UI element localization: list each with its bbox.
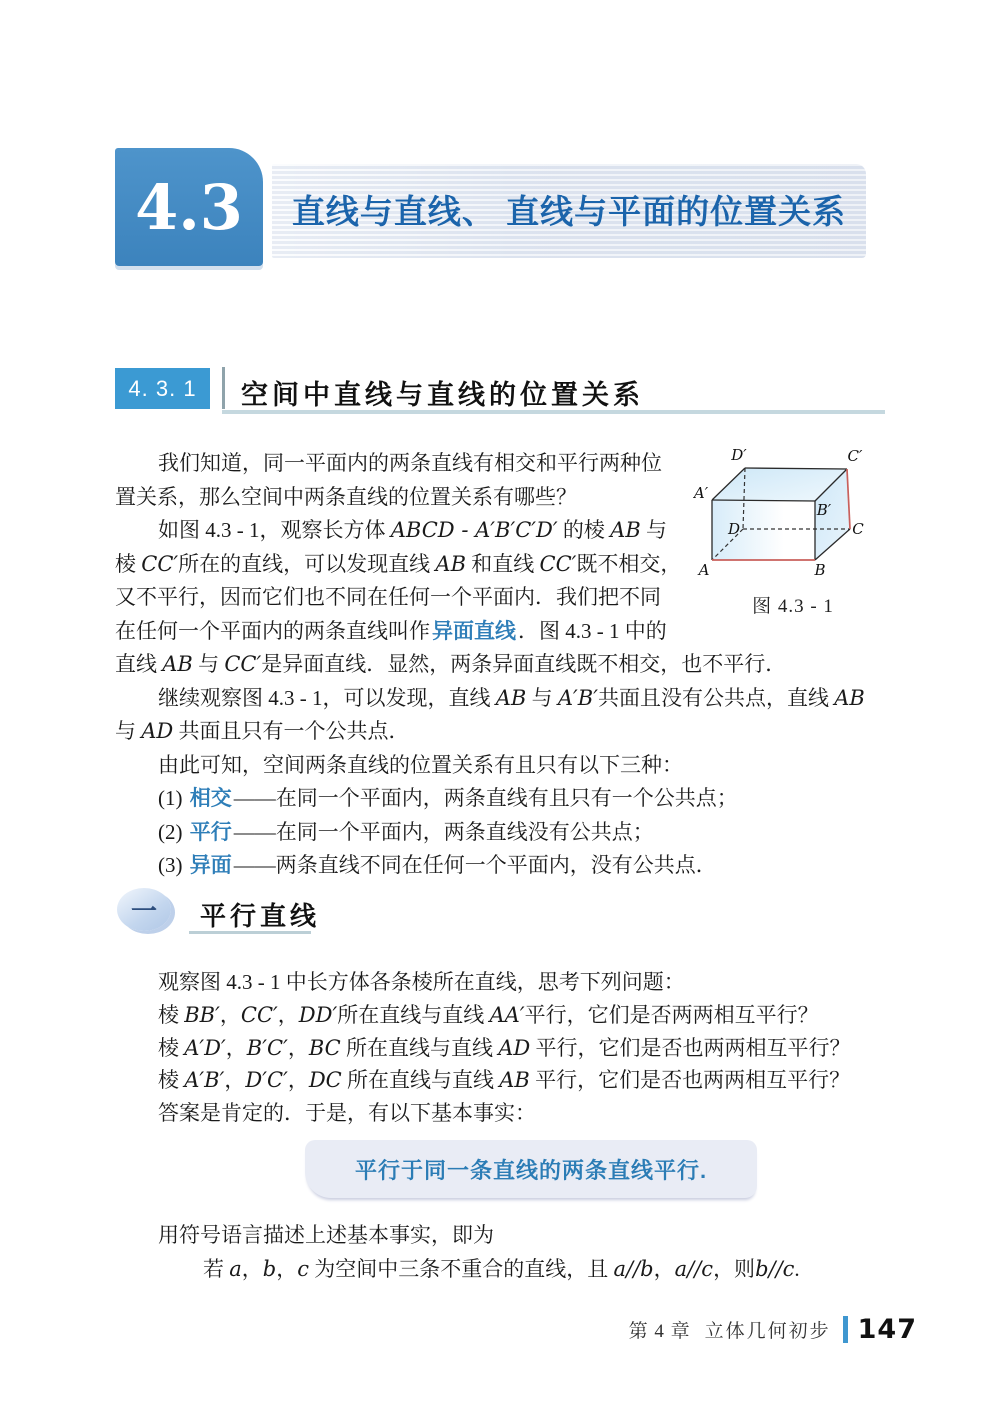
cuboid-diagram [693, 444, 893, 592]
vertex-label-D-prime: D′ [731, 446, 747, 464]
footer-chapter: 第 4 章 [628, 1320, 691, 1342]
text-line: 直线 AB 与 CC′是异面直线．显然，两条异面直线既不相交，也不平行． [115, 652, 787, 676]
text-line: (1) 相交——在同一个平面内，两条直线有且只有一个公共点； [158, 786, 738, 810]
text-line: 棱 A′B′，D′C′，DC 所在直线与直线 AB 平行，它们是否也两两相互平行？ [158, 1068, 851, 1093]
text-line: 与 AD 共面且只有一个公共点． [115, 719, 410, 743]
text-line: 观察图 4.3 - 1 中长方体各条棱所在直线，思考下列问题： [158, 970, 685, 994]
text-line: 在任何一个平面内的两条直线叫作异面直线．图 4.3 - 1 中的 [115, 618, 667, 643]
text-line: 用符号语言描述上述基本事实，即为 [158, 1223, 494, 1247]
subheading-badge-label: 一 [130, 896, 157, 926]
text-line: 棱 BB′，CC′，DD′所在直线与直线 AA′平行，它们是否两两相互平行？ [158, 1002, 819, 1027]
text-line: 由此可知，空间两条直线的位置关系有且只有以下三种： [158, 752, 683, 777]
text-line: 置关系，那么空间中两条直线的位置关系有哪些？ [115, 484, 577, 509]
section-title-band [272, 164, 866, 258]
vertex-label-A: A [698, 561, 710, 579]
vertex-label-B: B [814, 561, 826, 579]
section-number-badge [115, 148, 263, 266]
paragraph-block-2 [115, 966, 895, 1130]
text-line: 若 a，b，c 为空间中三条不重合的直线，且 a//b，a//c，则b//c. [203, 1256, 800, 1281]
text-line: 答案是肯定的．于是，有以下基本事实： [158, 1101, 536, 1126]
vertex-label-B-prime: B′ [816, 501, 832, 519]
vertex-label-A-prime: A′ [693, 484, 709, 502]
page-number: 147 [857, 1313, 917, 1345]
text-line: 棱 CC′所在的直线，可以发现直线 AB 和直线 CC′既不相交， [115, 551, 682, 576]
fact-box [305, 1140, 757, 1198]
text-line: 又不平行，因而它们也不同在任何一个平面内．我们把不同 [115, 585, 661, 609]
text-line: 我们知道，同一平面内的两条直线有相交和平行两种位 [158, 451, 662, 475]
vertex-label-C: C [852, 520, 864, 538]
subsection-number-badge [115, 368, 210, 409]
text-line: (2) 平行——在同一个平面内，两条直线没有公共点； [158, 819, 654, 844]
subheading-badge [117, 888, 171, 931]
page-footer [629, 1314, 917, 1344]
footer-chapter-title: 立体几何初步 [704, 1320, 831, 1342]
footer-divider-bar [843, 1316, 848, 1343]
section-number: 4.3 [135, 170, 243, 244]
text-line: 棱 A′D′，B′C′，BC 所在直线与直线 AD 平行，它们是否也两两相互平行？ [158, 1035, 851, 1060]
vertex-label-C-prime: C′ [847, 447, 863, 465]
subheading-title: 平行直线 [200, 901, 321, 931]
subsection-underline [222, 410, 885, 414]
subheading-underline [189, 931, 311, 934]
vertex-label-D: D [727, 520, 741, 538]
fact-box-text: 平行于同一条直线的两条直线平行. [354, 1157, 708, 1183]
text-line: 继续观察图 4.3 - 1，可以发现，直线 AB 与 A′B′共面且没有公共点，直线 AB [158, 685, 865, 710]
subsection-title: 空间中直线与直线的位置关系 [241, 380, 644, 410]
subsection-number: 4. 3. 1 [128, 375, 197, 401]
text-line: 如图 4.3 - 1，观察长方体 ABCD - A′B′C′D′ 的棱 AB 与 [158, 518, 668, 542]
section-title: 直线与直线、 直线与平面的位置关系 [291, 193, 847, 230]
subsection-divider [222, 367, 225, 409]
paragraph-block-3 [115, 1219, 895, 1286]
figure-4-3-1 [693, 444, 893, 597]
figure-caption: 图 4.3 - 1 [752, 596, 834, 617]
text-line: (3) 异面——两条直线不同在任何一个平面内，没有公共点． [158, 853, 717, 877]
